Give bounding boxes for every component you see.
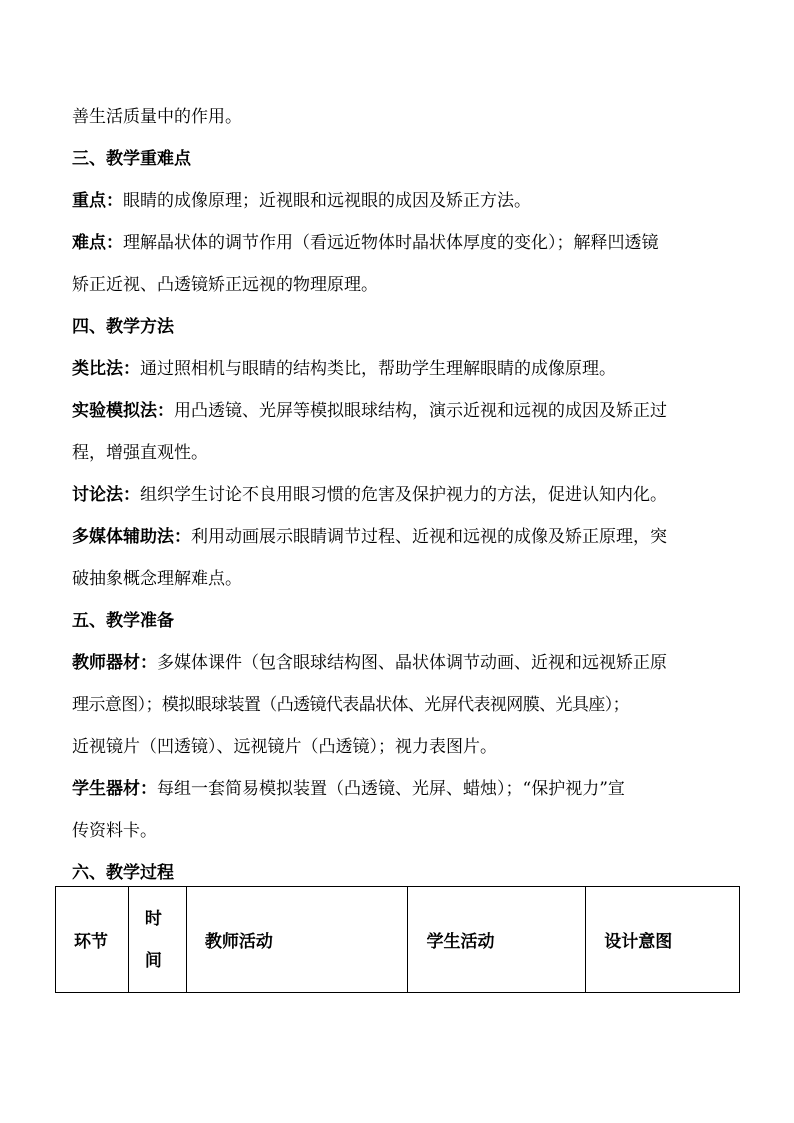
method-discussion-label: 讨论法： bbox=[72, 485, 140, 505]
method-experiment-line1 bbox=[72, 390, 740, 432]
header-time-line1: 时 bbox=[144, 908, 162, 929]
method-multimedia-text-1: 利用动画展示眼睛调节过程、近视和远视的成像及矫正原理，突 bbox=[191, 527, 667, 547]
difficulty-paragraph-line1 bbox=[72, 222, 740, 264]
method-multimedia-label: 多媒体辅助法： bbox=[72, 527, 191, 547]
method-discussion bbox=[72, 474, 740, 516]
teacher-equipment-text-2: 理示意图）；模拟眼球装置（凸透镜代表晶状体、光屏代表视网膜、光具座）； bbox=[72, 695, 629, 715]
method-experiment-text-2: 程，增强直观性。 bbox=[72, 443, 208, 463]
method-analogy-text: 通过照相机与眼睛的结构类比，帮助学生理解眼睛的成像原理。 bbox=[140, 359, 616, 379]
header-stage: 环节 bbox=[56, 887, 129, 993]
method-analogy bbox=[72, 348, 740, 390]
student-equipment-line1 bbox=[72, 768, 740, 810]
header-teacher-activity: 教师活动 bbox=[186, 887, 408, 993]
teacher-equipment-text-1: 多媒体课件（包含眼球结构图、晶状体调节动画、近视和远视矫正原 bbox=[157, 653, 667, 673]
section-heading-5: 五、教学准备 bbox=[72, 611, 174, 631]
student-equipment-text-1: 每组一套简易模拟装置（凸透镜、光屏、蜡烛）；“保护视力”宣 bbox=[157, 779, 625, 799]
student-equipment-label: 学生器材： bbox=[72, 779, 157, 799]
paragraph-continuation: 善生活质量中的作用。 bbox=[72, 107, 242, 127]
method-experiment-label: 实验模拟法： bbox=[72, 401, 174, 421]
header-time-line2: 间 bbox=[144, 950, 162, 971]
table-header-row bbox=[56, 887, 740, 993]
difficulty-text-2: 矫正近视、凸透镜矫正远视的物理原理。 bbox=[72, 275, 378, 295]
key-point-paragraph bbox=[72, 180, 740, 222]
header-design-intent: 设计意图 bbox=[586, 887, 740, 993]
method-discussion-text: 组织学生讨论不良用眼习惯的危害及保护视力的方法，促进认知内化。 bbox=[140, 485, 667, 505]
header-time bbox=[128, 887, 186, 993]
teacher-equipment-text-3: 近视镜片（凹透镜）、远视镜片（凸透镜）；视力表图片。 bbox=[72, 737, 497, 757]
key-point-label: 重点： bbox=[72, 191, 123, 211]
method-analogy-label: 类比法： bbox=[72, 359, 140, 379]
difficulty-text-1: 理解晶状体的调节作用（看远近物体时晶状体厚度的变化）；解释凹透镜 bbox=[123, 233, 659, 253]
document-body bbox=[72, 96, 740, 894]
teacher-equipment-line1 bbox=[72, 642, 740, 684]
header-student-activity: 学生活动 bbox=[408, 887, 586, 993]
difficulty-label: 难点： bbox=[72, 233, 123, 253]
method-multimedia-line1 bbox=[72, 516, 740, 558]
method-experiment-text-1: 用凸透镜、光屏等模拟眼球结构，演示近视和远视的成因及矫正过 bbox=[174, 401, 667, 421]
student-equipment-text-2: 传资料卡。 bbox=[72, 821, 157, 841]
section-heading-3: 三、教学重难点 bbox=[72, 149, 191, 169]
teacher-equipment-label: 教师器材： bbox=[72, 653, 157, 673]
key-point-text: 眼睛的成像原理；近视眼和远视眼的成因及矫正方法。 bbox=[123, 191, 531, 211]
section-heading-6: 六、教学过程 bbox=[72, 863, 174, 883]
teaching-process-table bbox=[55, 886, 740, 993]
section-heading-4: 四、教学方法 bbox=[72, 317, 174, 337]
method-multimedia-text-2: 破抽象概念理解难点。 bbox=[72, 569, 242, 589]
